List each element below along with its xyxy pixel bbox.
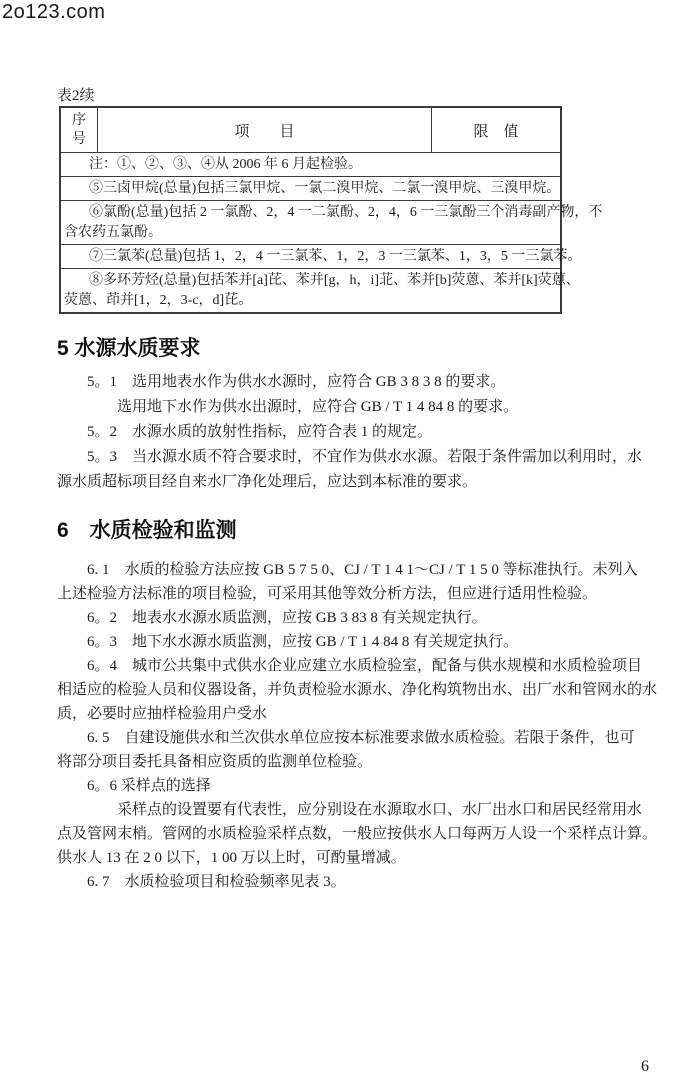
body-line: 6。6 采样点的选择 [87, 778, 211, 794]
note-line: ⑧多环芳烃(总量)包括苯并[a]芘、苯并[g，h，i]苝、苯并[b]荧蒽、苯并[k]荧蒽、 [89, 273, 580, 288]
col-header-item: 项 目 [98, 108, 432, 152]
body-line: 将部分项目委托具备相应资质的监测单位检验。 [57, 754, 373, 770]
body-line: 6. 7 水质检验项目和检验频率见表 3。 [87, 874, 346, 890]
body-line: 5。2 水源水质的放射性指标，应符合表 1 的规定。 [87, 424, 433, 440]
col-header-serial-no-line2: 号 [72, 132, 86, 147]
table-note-row [61, 268, 580, 312]
body-line: 5。1 选用地表水作为供水水源时，应符合 GB 3 8 3 8 的要求。 [87, 374, 506, 390]
watermark-text: 2o123.com [2, 1, 106, 23]
col-header-limit: 限 值 [473, 123, 519, 140]
body-line: 质，必要时应抽样检验用户受水 [57, 706, 268, 722]
table-note-row [61, 176, 560, 200]
body-line: 6. 5 自建设施供水和兰次供水单位应按本标准要求做水质检验。若限于条件，也可 [87, 730, 635, 746]
body-line: 6。2 地表水水源水质监测，应按 GB 3 83 8 有关规定执行。 [87, 610, 487, 626]
note-line: ⑥氯酚(总量)包括 2 一氯酚、2，4 一二氯酚、2，4，6 一三氯酚三个消毒副产物，不 [89, 205, 603, 220]
note-line: ⑦三氯苯(总量)包括 1，2，4 一三氯苯、1，2，3 一三氯苯、1，3，5 一三氯苯。 [89, 249, 582, 264]
body-line: 相适应的检验人员和仪器设备，并负责检验水源水、净化构筑物出水、出厂水和管网水的水 [57, 682, 658, 698]
note-line: 含农药五氯酚。 [64, 225, 162, 240]
page-number: 6 [641, 1058, 649, 1075]
body-line: 6。4 城市公共集中式供水企业应建立水质检验室，配备与供水规模和水质检验项目 [87, 658, 643, 674]
body-line: 源水质超标项目经自来水厂净化处理后，应达到本标准的要求。 [57, 474, 478, 490]
note-line: 注：①、②、③、④从 2006 年 6 月起检验。 [89, 157, 362, 172]
notes-table [59, 106, 603, 314]
note-line: 荧蒽、茚并[1，2，3-c，d]芘。 [64, 293, 253, 308]
body-line: 选用地下水作为供水出源时，应符合 GB / T 1 4 84 8 的要求。 [117, 399, 519, 415]
table-header-row [61, 108, 560, 153]
table-note-row [61, 244, 582, 268]
section6-heading: 6 水质检验和监测 [57, 519, 237, 542]
body-line: 采样点的设置要有代表性，应分别设在水源取水口、水厂出水口和居民经常用水 [117, 802, 643, 818]
body-line: 5。3 当水源水质不符合要求时，不宜作为供水水源。若限于条件需加以利用时，水 [87, 449, 643, 465]
table-caption: 表2续 [57, 88, 95, 104]
section5-heading: 5 水源水质要求 [57, 337, 201, 360]
body-line: 供水人 13 在 2 0 以下，1 00 万以上时，可酌量增减。 [57, 850, 406, 866]
section5-body [57, 370, 657, 495]
body-line: 6。3 地下水水源水质监测，应按 GB / T 1 4 84 8 有关规定执行。 [87, 634, 519, 650]
body-line: 上述检验方法标准的项目检验，可采用其他等效分析方法，但应进行适用性检验。 [57, 586, 598, 602]
section6-body [57, 558, 657, 894]
note-line: ⑤三卤甲烷(总量)包括三氯甲烷、一氯二溴甲烷、二氯一溴甲烷、三溴甲烷。 [89, 181, 561, 196]
table-note-row [61, 200, 603, 244]
body-line: 点及管网末梢。管网的水质检验采样点数，一般应按供水人口每两万人设一个采样点计算。 [57, 826, 658, 842]
col-header-serial-no-line1: 序 [72, 113, 86, 128]
body-line: 6. 1 水质的检验方法应按 GB 5 7 5 0、CJ / T 1 4 1～CJ / T 1 5 0 等标准执行。未列入 [87, 562, 638, 578]
table-note-row [61, 153, 560, 176]
col-header-serial-no [61, 108, 98, 152]
